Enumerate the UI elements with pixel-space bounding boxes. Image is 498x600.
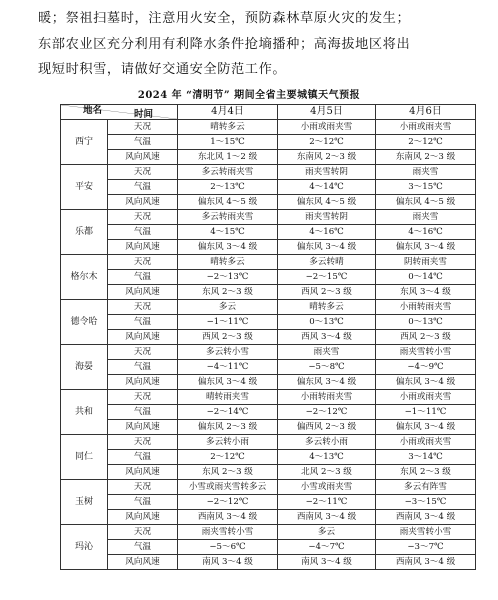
metric-label: 天况 [108,165,178,180]
wind-cell: 偏东风 4～5 级 [178,195,278,210]
metric-label: 天况 [108,525,178,540]
sky-condition-cell: 多云 [178,300,278,315]
wind-cell: 西风 2～3 级 [278,285,376,300]
metric-label: 风向风速 [108,465,178,480]
sky-condition-cell: 雨夹雪转阴 [278,165,376,180]
table-title: 2024 年 “清明节” 期间全省主要城镇天气预报 [137,90,361,101]
header-corner-cell [61,105,178,120]
place-label: 地名 [83,105,103,116]
wind-cell: 西风 2～3 级 [376,330,476,345]
metric-label: 气温 [108,180,178,195]
table-row [61,450,476,465]
table-row [61,300,476,315]
city-name: 海晏 [61,345,108,390]
wind-cell: 偏东风 4～5 级 [278,195,376,210]
table-row [61,435,476,450]
sky-condition-cell: 多云有阵雪 [376,480,476,495]
wind-cell: 东南风 2～3 级 [278,150,376,165]
table-row [61,405,476,420]
temperature-cell: −4～11℃ [178,360,278,375]
sky-condition-cell: 雨夹雪转小雪 [376,345,476,360]
sky-condition-cell: 雨夹雪转小雪 [178,525,278,540]
table-row [61,165,476,180]
table-row [61,195,476,210]
city-name: 平安 [61,165,108,210]
intro-line: 现短时积雪，请做好交通安全防范工作。 [38,62,287,77]
temperature-cell: −2～12℃ [178,495,278,510]
temperature-cell: 1～15℃ [178,135,278,150]
wind-cell: 偏东风 2～3 级 [178,420,278,435]
table-row [61,150,476,165]
time-label: 时间 [133,109,153,120]
intro-line: 暖；祭祖扫墓时，注意用火安全，预防森林草原火灾的发生； [38,11,411,26]
wind-cell: 西南风 3～4 级 [178,510,278,525]
temperature-cell: −2～12℃ [278,405,376,420]
weather-forecast-table [60,104,476,570]
city-name: 共和 [61,390,108,435]
table-row [61,480,476,495]
table-row [61,525,476,540]
city-name: 德令哈 [61,300,108,345]
temperature-cell: −5～8℃ [278,360,376,375]
wind-cell: 南风 3～4 级 [278,555,376,570]
sky-condition-cell: 晴转多云 [278,300,376,315]
intro-paragraph [38,6,478,83]
table-row [61,360,476,375]
wind-cell: 偏东风 3～4 级 [178,375,278,390]
metric-label: 天况 [108,480,178,495]
temperature-cell: −1～11℃ [376,405,476,420]
city-name: 玉树 [61,480,108,525]
sky-condition-cell: 多云转雨夹雪 [178,165,278,180]
wind-cell: 东风 2～3 级 [178,285,278,300]
sky-condition-cell: 小雪或雨夹雪转多云 [178,480,278,495]
metric-label: 气温 [108,405,178,420]
temperature-cell: 0～13℃ [278,315,376,330]
sky-condition-cell: 多云转晴 [278,255,376,270]
wind-cell: 东风 2～3 级 [376,465,476,480]
sky-condition-cell: 晴转雨夹雪 [178,390,278,405]
metric-label: 风向风速 [108,285,178,300]
metric-label: 气温 [108,135,178,150]
table-row [61,285,476,300]
sky-condition-cell: 多云转小雨 [178,435,278,450]
metric-label: 风向风速 [108,510,178,525]
temperature-cell: 3～14℃ [376,450,476,465]
wind-cell: 偏东风 3～4 级 [376,240,476,255]
sky-condition-cell: 阴转雨夹雪 [376,255,476,270]
metric-label: 风向风速 [108,420,178,435]
wind-cell: 西风 2～3 级 [178,330,278,345]
wind-cell: 偏东风 3～4 级 [278,240,376,255]
wind-cell: 东风 3～4 级 [376,285,476,300]
sky-condition-cell: 小雨或雨夹雪 [376,390,476,405]
diagonal-divider [61,105,177,119]
table-row [61,135,476,150]
temperature-cell: −4～7℃ [278,540,376,555]
wind-cell: 西南风 3～4 级 [278,510,376,525]
metric-label: 气温 [108,225,178,240]
wind-cell: 偏东风 3～4 级 [376,420,476,435]
table-row [61,120,476,135]
table-row [61,510,476,525]
temperature-cell: 4～16℃ [376,225,476,240]
table-row [61,210,476,225]
sky-condition-cell: 小雨或雨夹雪 [278,120,376,135]
temperature-cell: −5～6℃ [178,540,278,555]
table-row [61,315,476,330]
wind-cell: 偏东风 3～4 级 [278,375,376,390]
city-name: 格尔木 [61,255,108,300]
temperature-cell: −3～7℃ [376,540,476,555]
wind-cell: 偏西风 2～3 级 [278,420,376,435]
temperature-cell: 0～14℃ [376,270,476,285]
table-row [61,420,476,435]
table-row [61,465,476,480]
metric-label: 气温 [108,360,178,375]
city-name: 西宁 [61,120,108,165]
table-row [61,345,476,360]
wind-cell: 东风 2～3 级 [178,465,278,480]
table-row [61,225,476,240]
temperature-cell: −1～11℃ [178,315,278,330]
table-header-row [61,105,476,120]
metric-label: 天况 [108,345,178,360]
metric-label: 气温 [108,450,178,465]
metric-label: 气温 [108,315,178,330]
metric-label: 天况 [108,390,178,405]
temperature-cell: −2～11℃ [278,495,376,510]
day-header: 4月6日 [376,105,476,120]
temperature-cell: −3～15℃ [376,495,476,510]
temperature-cell: 4～16℃ [278,225,376,240]
metric-label: 风向风速 [108,375,178,390]
day-header: 4月5日 [278,105,376,120]
sky-condition-cell: 雨夹雪 [376,210,476,225]
day-header: 4月4日 [178,105,278,120]
metric-label: 天况 [108,435,178,450]
sky-condition-cell: 多云转小雨 [278,435,376,450]
table-row [61,390,476,405]
table-row [61,375,476,390]
sky-condition-cell: 雨夹雪 [376,165,476,180]
city-name: 乐都 [61,210,108,255]
metric-label: 气温 [108,540,178,555]
sky-condition-cell: 多云转小雪 [178,345,278,360]
metric-label: 天况 [108,255,178,270]
intro-line: 东部农业区充分利用有利降水条件抢墒播种；高海拔地区将出 [38,36,411,52]
sky-condition-cell: 雨夹雪转小雪 [376,525,476,540]
sky-condition-cell: 小雨或雨夹雪 [376,120,476,135]
metric-label: 风向风速 [108,330,178,345]
temperature-cell: 4～13℃ [278,450,376,465]
sky-condition-cell: 小雨转雨夹雪 [376,300,476,315]
wind-cell: 西风 3～4 级 [278,330,376,345]
table-row [61,255,476,270]
temperature-cell: 3～15℃ [376,180,476,195]
metric-label: 风向风速 [108,555,178,570]
temperature-cell: 2～12℃ [178,450,278,465]
sky-condition-cell: 晴转多云 [178,120,278,135]
sky-condition-cell: 雨夹雪 [278,345,376,360]
sky-condition-cell: 小雨或雨夹雪 [376,435,476,450]
metric-label: 风向风速 [108,240,178,255]
metric-label: 天况 [108,300,178,315]
wind-cell: 偏东风 4～5 级 [376,195,476,210]
wind-cell: 偏东风 3～4 级 [178,240,278,255]
temperature-cell: 2～13℃ [178,180,278,195]
wind-cell: 北风 2～3 级 [278,465,376,480]
temperature-cell: −2～14℃ [178,405,278,420]
metric-label: 天况 [108,210,178,225]
sky-condition-cell: 晴转多云 [178,255,278,270]
table-row [61,540,476,555]
metric-label: 气温 [108,270,178,285]
metric-label: 气温 [108,495,178,510]
wind-cell: 东南风 2～3 级 [376,150,476,165]
temperature-cell: −2～15℃ [278,270,376,285]
sky-condition-cell: 小雨转雨夹雪 [278,390,376,405]
sky-condition-cell: 雨夹雪转阴 [278,210,376,225]
temperature-cell: 2～12℃ [376,135,476,150]
table-row [61,330,476,345]
metric-label: 风向风速 [108,150,178,165]
temperature-cell: 4～14℃ [278,180,376,195]
temperature-cell: −4～9℃ [376,360,476,375]
wind-cell: 南风 3～4 级 [178,555,278,570]
sky-condition-cell: 多云 [278,525,376,540]
sky-condition-cell: 小雪或雨夹雪 [278,480,376,495]
temperature-cell: −2～13℃ [178,270,278,285]
table-row [61,495,476,510]
temperature-cell: 4～15℃ [178,225,278,240]
metric-label: 风向风速 [108,195,178,210]
table-row [61,180,476,195]
wind-cell: 西南风 3～4 级 [376,555,476,570]
table-row [61,555,476,570]
wind-cell: 偏东风 3～4 级 [376,375,476,390]
metric-label: 天况 [108,120,178,135]
temperature-cell: 2～12℃ [278,135,376,150]
city-name: 同仁 [61,435,108,480]
table-row [61,270,476,285]
wind-cell: 东北风 1～2 级 [178,150,278,165]
sky-condition-cell: 多云转雨夹雪 [178,210,278,225]
city-name: 玛沁 [61,525,108,570]
temperature-cell: 0～13℃ [376,315,476,330]
wind-cell: 西南风 3～4 级 [376,510,476,525]
table-row [61,240,476,255]
